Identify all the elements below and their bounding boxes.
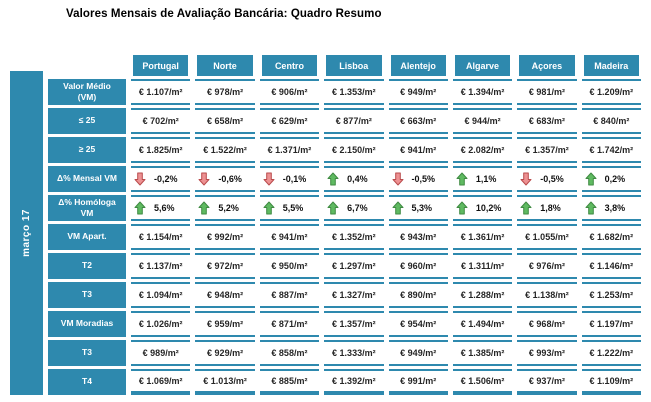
data-cell: € 887/m² — [260, 282, 319, 308]
data-cell: € 1.361/m² — [453, 224, 512, 250]
data-cell: € 978/m² — [195, 79, 254, 105]
data-cell: € 1.327/m² — [324, 282, 383, 308]
trend-up-icon — [392, 201, 404, 215]
col-header-lisboa: Lisboa — [326, 55, 381, 76]
data-cell: € 1.253/m² — [582, 282, 641, 308]
data-cell: € 877/m² — [324, 108, 383, 134]
row-label-t2: T2 — [48, 253, 126, 279]
col-header-centro: Centro — [262, 55, 317, 76]
data-cell — [582, 195, 641, 221]
trend-up-icon — [198, 201, 210, 215]
delta-value: -0,1% — [282, 174, 307, 184]
data-cell — [517, 166, 576, 192]
delta-value: 6,7% — [347, 203, 368, 213]
data-cell: € 840/m² — [582, 108, 641, 134]
data-cell: € 960/m² — [389, 253, 448, 279]
period-bar — [10, 71, 43, 395]
row-label-25: ≤ 25 — [48, 108, 126, 134]
data-cell: € 1.026/m² — [131, 311, 190, 337]
row-label-t4: T4 — [48, 369, 126, 395]
delta-value: 5,5% — [282, 203, 304, 213]
data-cell — [517, 195, 576, 221]
data-cell: € 1.352/m² — [324, 224, 383, 250]
data-cell: € 959/m² — [195, 311, 254, 337]
data-cell: € 1.353/m² — [324, 79, 383, 105]
data-cell: € 629/m² — [260, 108, 319, 134]
data-cell: € 949/m² — [389, 340, 448, 366]
trend-down-icon — [198, 172, 210, 186]
delta-value: 5,2% — [218, 203, 239, 213]
data-cell: € 1.013/m² — [195, 369, 254, 395]
data-cell: € 1.109/m² — [582, 369, 641, 395]
trend-up-icon — [585, 172, 597, 186]
data-cell: € 948/m² — [195, 282, 254, 308]
data-cell: € 906/m² — [260, 79, 319, 105]
trend-up-icon — [134, 201, 146, 215]
data-cell: € 1.392/m² — [324, 369, 383, 395]
data-cell: € 1.146/m² — [582, 253, 641, 279]
data-cell: € 944/m² — [453, 108, 512, 134]
data-cell: € 1.209/m² — [582, 79, 641, 105]
data-cell: € 885/m² — [260, 369, 319, 395]
data-cell — [131, 166, 190, 192]
data-cell: € 992/m² — [195, 224, 254, 250]
data-cell: € 2.150/m² — [324, 137, 383, 163]
trend-up-icon — [520, 201, 532, 215]
data-cell: € 981/m² — [517, 79, 576, 105]
data-cell: € 683/m² — [517, 108, 576, 134]
data-cell: € 1.311/m² — [453, 253, 512, 279]
data-cell: € 1.682/m² — [582, 224, 641, 250]
data-cell: € 702/m² — [131, 108, 190, 134]
data-cell — [195, 166, 254, 192]
trend-down-icon — [134, 172, 146, 186]
data-cell: € 968/m² — [517, 311, 576, 337]
data-cell: € 658/m² — [195, 108, 254, 134]
col-header-madeira: Madeira — [584, 55, 639, 76]
col-header-acores: Açores — [519, 55, 574, 76]
data-cell: € 943/m² — [389, 224, 448, 250]
trend-up-icon — [456, 172, 468, 186]
row-label-t3: T3 — [48, 282, 126, 308]
data-cell: € 1.825/m² — [131, 137, 190, 163]
data-cell: € 941/m² — [389, 137, 448, 163]
data-cell: € 1.394/m² — [453, 79, 512, 105]
delta-value: -0,6% — [218, 174, 242, 184]
data-cell: € 941/m² — [260, 224, 319, 250]
delta-value: 10,2% — [475, 203, 502, 213]
trend-up-icon — [327, 172, 339, 186]
row-label-t3: T3 — [48, 340, 126, 366]
data-cell: € 871/m² — [260, 311, 319, 337]
delta-value: 1,1% — [475, 174, 497, 184]
data-cell: € 1.357/m² — [517, 137, 576, 163]
data-cell: € 1.069/m² — [131, 369, 190, 395]
data-cell — [260, 195, 319, 221]
col-header-norte: Norte — [197, 55, 252, 76]
data-cell: € 890/m² — [389, 282, 448, 308]
trend-up-icon — [263, 201, 275, 215]
data-cell: € 950/m² — [260, 253, 319, 279]
data-cell: € 1.333/m² — [324, 340, 383, 366]
data-cell: € 937/m² — [517, 369, 576, 395]
data-cell: € 1.506/m² — [453, 369, 512, 395]
data-cell: € 1.371/m² — [260, 137, 319, 163]
data-cell: € 976/m² — [517, 253, 576, 279]
data-cell: € 1.137/m² — [131, 253, 190, 279]
data-cell — [195, 195, 254, 221]
data-cell: € 1.522/m² — [195, 137, 254, 163]
data-cell: € 1.197/m² — [582, 311, 641, 337]
period-label: março 17 — [21, 209, 32, 257]
delta-value: -0,2% — [154, 174, 178, 184]
row-label-valor-medio-vm: Valor Médio (VM) — [48, 79, 126, 105]
data-cell: € 663/m² — [389, 108, 448, 134]
delta-value: 5,6% — [154, 203, 175, 213]
data-cell: € 972/m² — [195, 253, 254, 279]
data-cell — [324, 166, 383, 192]
delta-value: -0,5% — [540, 174, 564, 184]
col-header-algarve: Algarve — [455, 55, 510, 76]
trend-down-icon — [392, 172, 404, 186]
data-cell — [131, 195, 190, 221]
data-cell: € 1.288/m² — [453, 282, 512, 308]
row-label-25: ≥ 25 — [48, 137, 126, 163]
row-label-mensal-vm: Δ% Mensal VM — [48, 166, 126, 192]
data-cell: € 991/m² — [389, 369, 448, 395]
col-header-alentejo: Alentejo — [391, 55, 446, 76]
trend-up-icon — [585, 201, 597, 215]
data-cell: € 1.494/m² — [453, 311, 512, 337]
data-cell — [389, 195, 448, 221]
data-cell: € 2.082/m² — [453, 137, 512, 163]
data-cell: € 1.222/m² — [582, 340, 641, 366]
data-cell: € 1.138/m² — [517, 282, 576, 308]
delta-value: 1,8% — [540, 203, 561, 213]
page-title: Valores Mensais de Avaliação Bancária: Quadro Resumo — [66, 8, 382, 20]
delta-value: -0,5% — [411, 174, 436, 184]
col-header-portugal: Portugal — [133, 55, 188, 76]
row-label-vm-apart: VM Apart. — [48, 224, 126, 250]
data-cell: € 954/m² — [389, 311, 448, 337]
data-cell: € 1.297/m² — [324, 253, 383, 279]
data-cell — [582, 166, 641, 192]
delta-value: 0,2% — [604, 174, 626, 184]
data-cell — [260, 166, 319, 192]
data-cell: € 989/m² — [131, 340, 190, 366]
data-cell — [453, 166, 512, 192]
trend-down-icon — [520, 172, 532, 186]
delta-value: 0,4% — [347, 174, 368, 184]
summary-table — [10, 55, 641, 395]
delta-value: 5,3% — [411, 203, 433, 213]
data-cell — [453, 195, 512, 221]
row-label-vm-moradias: VM Moradias — [48, 311, 126, 337]
trend-up-icon — [327, 201, 339, 215]
data-cell: € 929/m² — [195, 340, 254, 366]
data-cell — [324, 195, 383, 221]
data-cell: € 1.055/m² — [517, 224, 576, 250]
delta-value: 3,8% — [604, 203, 626, 213]
data-cell: € 1.385/m² — [453, 340, 512, 366]
data-cell: € 949/m² — [389, 79, 448, 105]
data-cell: € 1.742/m² — [582, 137, 641, 163]
data-cell: € 1.094/m² — [131, 282, 190, 308]
data-cell: € 1.154/m² — [131, 224, 190, 250]
row-label-homologa-vm: Δ% Homóloga VM — [48, 195, 126, 221]
data-cell: € 993/m² — [517, 340, 576, 366]
trend-down-icon — [263, 172, 275, 186]
data-cell — [389, 166, 448, 192]
data-cell: € 858/m² — [260, 340, 319, 366]
data-cell: € 1.107/m² — [131, 79, 190, 105]
data-cell: € 1.357/m² — [324, 311, 383, 337]
trend-up-icon — [456, 201, 468, 215]
